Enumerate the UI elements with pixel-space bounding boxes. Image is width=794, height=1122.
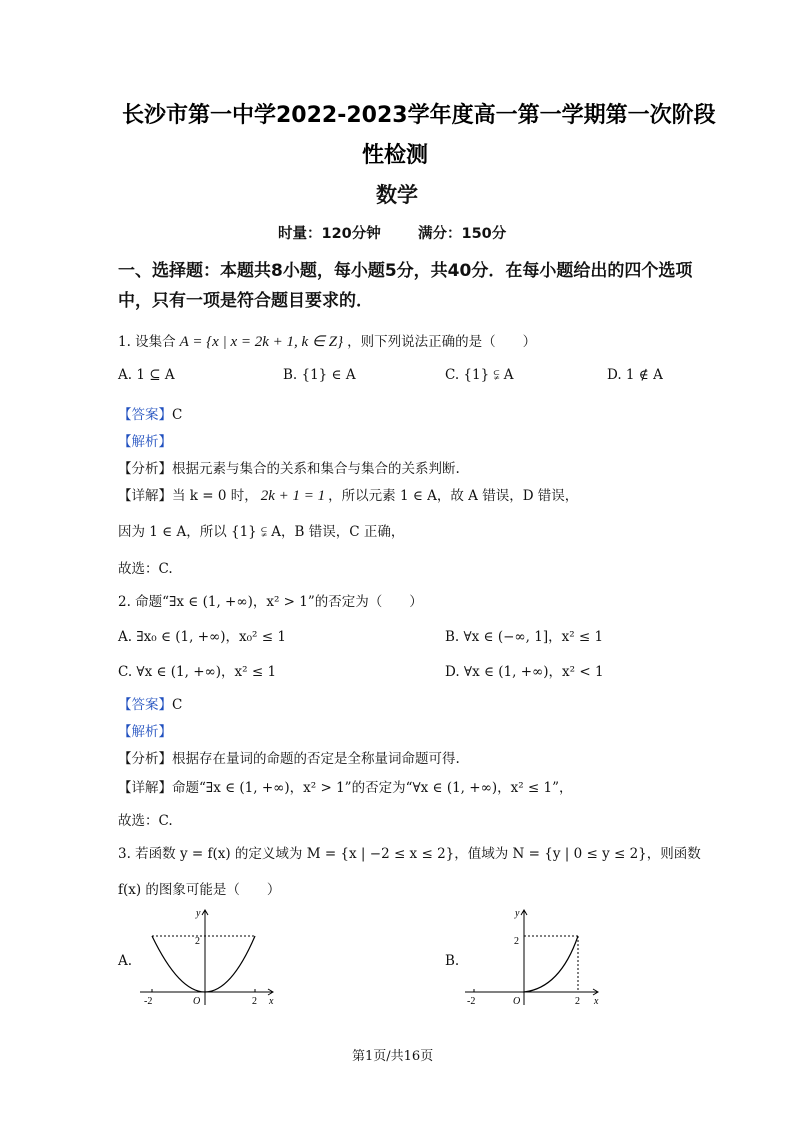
q1-answer-line [118, 403, 182, 423]
q1-xiangjie-tag: 【详解】 [118, 488, 172, 504]
q2-option-c: C. ∀x ∈ (1, +∞)，x² ≤ 1 [118, 664, 277, 680]
q1-option-b: B. {1} ∈ A [283, 367, 356, 383]
graph-b-x-label: x [594, 996, 599, 1007]
graph-b-tick-xneg-label: -2 [467, 996, 476, 1007]
graph-b-tick-y-label: 2 [514, 936, 519, 947]
q2-analysis-tag: 【解析】 [118, 724, 172, 740]
q2-answer-line [118, 693, 182, 713]
graph-a-y-label: y [196, 908, 201, 919]
q2-fenxi: 根据存在量词的命题的否定是全称量词命题可得. [172, 751, 460, 767]
q1-stem [118, 330, 536, 351]
document-title-line1: 长沙市第一中学2022-2023学年度高一第一学期第一次阶段 [122, 103, 716, 128]
q1-option-d: D. 1 ∉ A [607, 367, 663, 383]
q2-fenxi-tag: 【分析】 [118, 751, 172, 767]
page-footer: 第1页/共16页 [352, 1049, 434, 1064]
graph-a-origin-label: O [193, 996, 201, 1007]
graph-b-origin-label: O [513, 996, 521, 1007]
q3-stem-line2: f(x) 的图象可能是（ ） [118, 882, 281, 898]
q2-xiangjie-tag: 【详解】 [118, 780, 172, 796]
q1-option-a: A. 1 ⊆ A [118, 367, 175, 383]
graph-a-tick-xpos-label: 2 [252, 996, 257, 1007]
q3-graph-a [135, 900, 285, 1010]
q1-conclusion: 故选：C. [118, 561, 173, 577]
graph-a-curve [152, 936, 255, 992]
q1-fenxi-line [118, 457, 460, 477]
q3-graph-b [460, 900, 610, 1010]
q1-prefix: 1. 设集合 [118, 334, 176, 350]
q1-xiangjie-1c: ，所以元素 1 ∈ A，故 A 错误，D 错误， [328, 488, 579, 504]
q2-fenxi-line [118, 747, 460, 767]
q2-answer-tag: 【答案】 [118, 697, 172, 713]
q2-xiangjie-line [118, 776, 573, 796]
graph-b-tick-xpos-label: 2 [575, 996, 580, 1007]
q1-xiangjie-1b: 2k + 1 = 1 [260, 488, 326, 504]
exam-time: 时量：120分钟 [278, 226, 381, 242]
q3-stem-line1: 3. 若函数 y = f(x) 的定义域为 M = {x | −2 ≤ x ≤ 2}，值域为 N = {y | 0 ≤ y ≤ 2}，则函数 [118, 846, 701, 862]
q2-option-d: D. ∀x ∈ (1, +∞)，x² < 1 [445, 664, 604, 680]
graph-a-tick-y-label: 2 [195, 936, 200, 947]
q2-option-a: A. ∃x₀ ∈ (1, +∞)，x₀² ≤ 1 [118, 629, 286, 645]
section-heading-line1: 一、选择题：本题共8小题，每小题5分，共40分．在每小题给出的四个选项 [118, 261, 693, 281]
exam-score: 满分：150分 [418, 226, 507, 242]
q2-stem: 2. 命题“∃x ∈ (1, +∞)，x² > 1”的否定为（ ） [118, 594, 423, 610]
q1-answer: C [172, 407, 183, 423]
q1-suffix: ，则下列说法正确的是（ ） [347, 334, 537, 350]
document-title-line2: 性检测 [362, 143, 429, 168]
section-heading-line2: 中，只有一项是符合题目要求的． [118, 291, 373, 311]
q1-xiangjie-1a: 当 k = 0 时， [172, 488, 258, 504]
subject-title: 数学 [376, 183, 418, 207]
q1-fenxi: 根据元素与集合的关系和集合与集合的关系判断. [172, 461, 460, 477]
q2-option-b: B. ∀x ∈ (−∞, 1]，x² ≤ 1 [445, 629, 604, 645]
q2-conclusion: 故选：C. [118, 813, 173, 829]
q1-xiangjie-line2: 因为 1 ∈ A，所以 {1} ⫋ A，B 错误，C 正确， [118, 524, 405, 540]
q3-graph-a-label: A. [118, 953, 133, 969]
q1-analysis-tag: 【解析】 [118, 434, 172, 450]
q2-answer: C [172, 697, 183, 713]
q2-xiangjie: 命题“∃x ∈ (1, +∞)，x² > 1”的否定为“∀x ∈ (1, +∞)，x² ≤ 1”， [172, 780, 573, 796]
graph-a-tick-xneg-label: -2 [144, 996, 153, 1007]
graph-b-y-label: y [515, 908, 520, 919]
q1-xiangjie-line [118, 484, 578, 505]
q3-graph-b-label: B. [445, 953, 460, 969]
graph-b-curve [524, 936, 578, 992]
q1-answer-tag: 【答案】 [118, 407, 172, 423]
graph-a-x-label: x [269, 996, 274, 1007]
q1-set-definition: A = {x | x = 2k + 1, k ∈ Z} [179, 334, 344, 350]
q1-option-c: C. {1} ⫋ A [445, 367, 514, 383]
q1-fenxi-tag: 【分析】 [118, 461, 172, 477]
